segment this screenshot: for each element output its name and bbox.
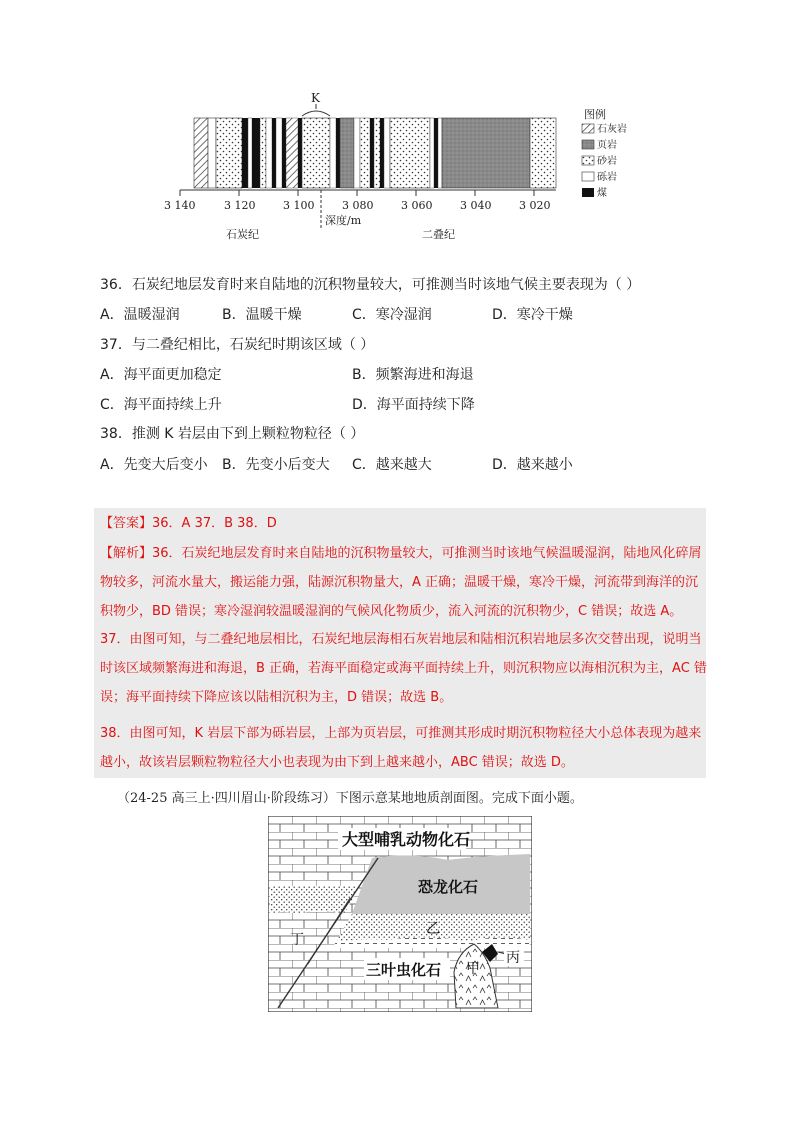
label-dinosaur-fossil: 恐龙化石 (418, 878, 479, 896)
label-jia: 甲 (466, 961, 480, 977)
question-37-stem: 37．与二叠纪相比，石炭纪时期该区域（ ） (100, 337, 375, 353)
tick-label: 3 040 (460, 199, 492, 212)
tick-label: 3 080 (342, 199, 374, 212)
label-ding: 丁 (290, 932, 304, 948)
analysis-line: 时该区域频繁海进和海退，B 正确，若海平面稳定或海平面持续上升，则沉积物应以海相沉积为主，AC 错 (100, 661, 707, 676)
tick-label: 3 140 (164, 199, 196, 212)
q36-option-a[interactable]: A．温暖湿润 (100, 307, 180, 323)
analysis-line: 37．由图可知，与二叠纪地层相比，石炭纪地层海相石灰岩地层和陆相沉积岩地层多次交替出现，说明当 (100, 632, 702, 647)
q36-option-d[interactable]: D．寒冷干燥 (492, 307, 573, 323)
legend-item-label: 砾岩 (597, 172, 617, 183)
question-38-stem: 38．推测 K 岩层由下到上颗粒物粒径（ ） (100, 426, 365, 442)
analysis-line: 误；海平面持续下降应该以陆相沉积为主，D 错误；故选 B。 (100, 690, 453, 705)
k-marker-label: K (311, 91, 320, 105)
q36-option-c[interactable]: C．寒冷湿润 (352, 307, 432, 323)
q37-option-d[interactable]: D．海平面持续下降 (352, 397, 475, 413)
legend-title: 图例 (584, 108, 606, 121)
label-yi: 乙 (426, 921, 440, 937)
legend-item-label: 页岩 (597, 140, 617, 151)
analysis-line: 越小，故该岩层颗粒物粒径大小也表现为由下到上越来越小，ABC 错误；故选 D。 (100, 755, 574, 770)
geologic-section-figure (268, 816, 532, 1012)
tick-label: 3 020 (519, 199, 551, 212)
label-trilobite-fossil: 三叶虫化石 (366, 961, 442, 979)
label-mammal-fossil: 大型哺乳动物化石 (342, 830, 471, 849)
legend-item-label: 砂岩 (597, 156, 617, 167)
tick-label: 3 100 (283, 199, 315, 212)
q36-option-b[interactable]: B．温暖干燥 (222, 307, 302, 323)
q37-option-c[interactable]: C．海平面持续上升 (100, 397, 222, 413)
analysis-line: 38．由图可知，K 岩层下部为砾岩层，上部为页岩层，可推测其形成时期沉积物粒径大小总体表现为越来 (100, 726, 702, 741)
axis-ticks (164, 190, 551, 212)
q38-option-a[interactable]: A．先变大后变小 (100, 457, 208, 473)
q38-option-b[interactable]: B．先变小后变大 (222, 457, 330, 473)
strata-layers (194, 118, 556, 188)
analysis-line: 【解析】36．石炭纪地层发育时来自陆地的沉积物量较大，可推测当时该地气候温暖湿润，陆地风化碎屑 (100, 546, 702, 561)
q37-option-b[interactable]: B．频繁海进和海退 (352, 367, 474, 383)
strata-column-figure (150, 90, 660, 250)
legend-item-label: 煤 (597, 188, 607, 199)
q38-option-d[interactable]: D．越来越小 (492, 457, 573, 473)
q37-option-a[interactable]: A．海平面更加稳定 (100, 367, 222, 383)
section-intro: （24-25 高三上·四川眉山·阶段练习）下图示意某地地质剖面图。完成下面小题。 (117, 791, 583, 806)
legend (582, 107, 627, 199)
analysis-line: 积物少，BD 错误；寒冷湿润较温暖湿润的气候风化物质少，流入河流的沉积物少，C 错误；故选 A。 (100, 604, 683, 619)
tick-label: 3 120 (224, 199, 256, 212)
question-36-stem: 36．石炭纪地层发育时来自陆地的沉积物量较大，可推测当时该地气候主要表现为（ ） (100, 277, 641, 293)
tick-label: 3 060 (401, 199, 433, 212)
q38-option-c[interactable]: C．越来越大 (352, 457, 432, 473)
analysis-line: 物较多，河流水量大，搬运能力强，陆源沉积物量大，A 正确；温暖干燥，寒冷干燥，河流带到海洋的沉 (100, 575, 699, 590)
label-bing: 丙 (506, 950, 520, 966)
period-right-label: 二叠纪 (422, 228, 455, 241)
axis-label: 深度/m (325, 214, 362, 227)
answer-line: 【答案】36．A 37．B 38．D (100, 516, 277, 531)
legend-item-label: 石灰岩 (597, 124, 627, 135)
period-left-label: 石炭纪 (226, 228, 259, 241)
